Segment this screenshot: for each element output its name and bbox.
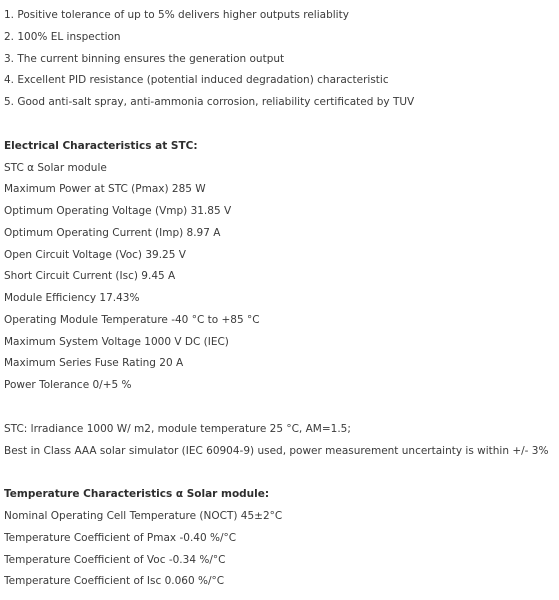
spec-line: Optimum Operating Voltage (Vmp) 31.85 V	[4, 205, 232, 217]
feature-item: 3. The current binning ensures the generation output	[4, 52, 285, 65]
spec-line: Module Efficiency 17.43%	[4, 292, 140, 304]
temp-line: Temperature Coefficient of Pmax -0.40 %/°C	[4, 531, 237, 544]
spacer	[4, 462, 556, 484]
spacer	[4, 397, 556, 419]
feature-item: 1. Positive tolerance of up to 5% delivers higher outputs reliablity	[4, 9, 349, 21]
spec-line: Open Circuit Voltage (Voc) 39.25 V	[4, 248, 186, 261]
spec-line: Power Tolerance 0/+5 %	[4, 379, 132, 391]
electrical-heading: Electrical Characteristics at STC:	[4, 139, 198, 152]
temp-line: Temperature Coefficient of Voc -0.34 %/°C	[4, 553, 226, 566]
electrical-section	[4, 136, 556, 397]
stc-note-line: STC: lrradiance 1000 W/ m2, module temperature 25 °C, AM=1.5;	[4, 422, 351, 435]
stc-note-line: Best in Class AAA solar simulator (IEC 60904-9) used, power measurement uncertainty is within +/- 3%	[4, 444, 549, 457]
spacer	[4, 114, 556, 136]
spec-line: Short Circuit Current (Isc) 9.45 A	[4, 270, 176, 283]
spec-line: Optimum Operating Current (Imp) 8.97 A	[4, 226, 221, 239]
spec-line: Maximum Series Fuse Rating 20 A	[4, 357, 184, 370]
temp-line: Temperature Coefficient of Isc 0.060 %/°C	[4, 575, 225, 588]
features-list	[4, 5, 556, 114]
spec-line: Maximum Power at STC (Pmax) 285 W	[4, 183, 206, 196]
product-spec-document	[4, 5, 556, 593]
temperature-heading: Temperature Characteristics α Solar module:	[4, 488, 270, 501]
temp-line: Nominal Operating Cell Temperature (NOCT) 45±2°C	[4, 510, 283, 522]
spec-line: STC α Solar module	[4, 161, 107, 174]
feature-item: 2. 100% EL inspection	[4, 30, 121, 43]
temperature-section	[4, 484, 556, 593]
feature-item: 4. Excellent PID resistance (potential induced degradation) characteristic	[4, 74, 389, 87]
stc-notes	[4, 419, 556, 463]
spec-line: Maximum System Voltage 1000 V DC (IEC)	[4, 335, 229, 348]
feature-item: 5. Good anti-salt spray, anti-ammonia corrosion, reliability certificated by TUV	[4, 96, 415, 108]
spec-line: Operating Module Temperature -40 °C to +85 °C	[4, 313, 260, 326]
